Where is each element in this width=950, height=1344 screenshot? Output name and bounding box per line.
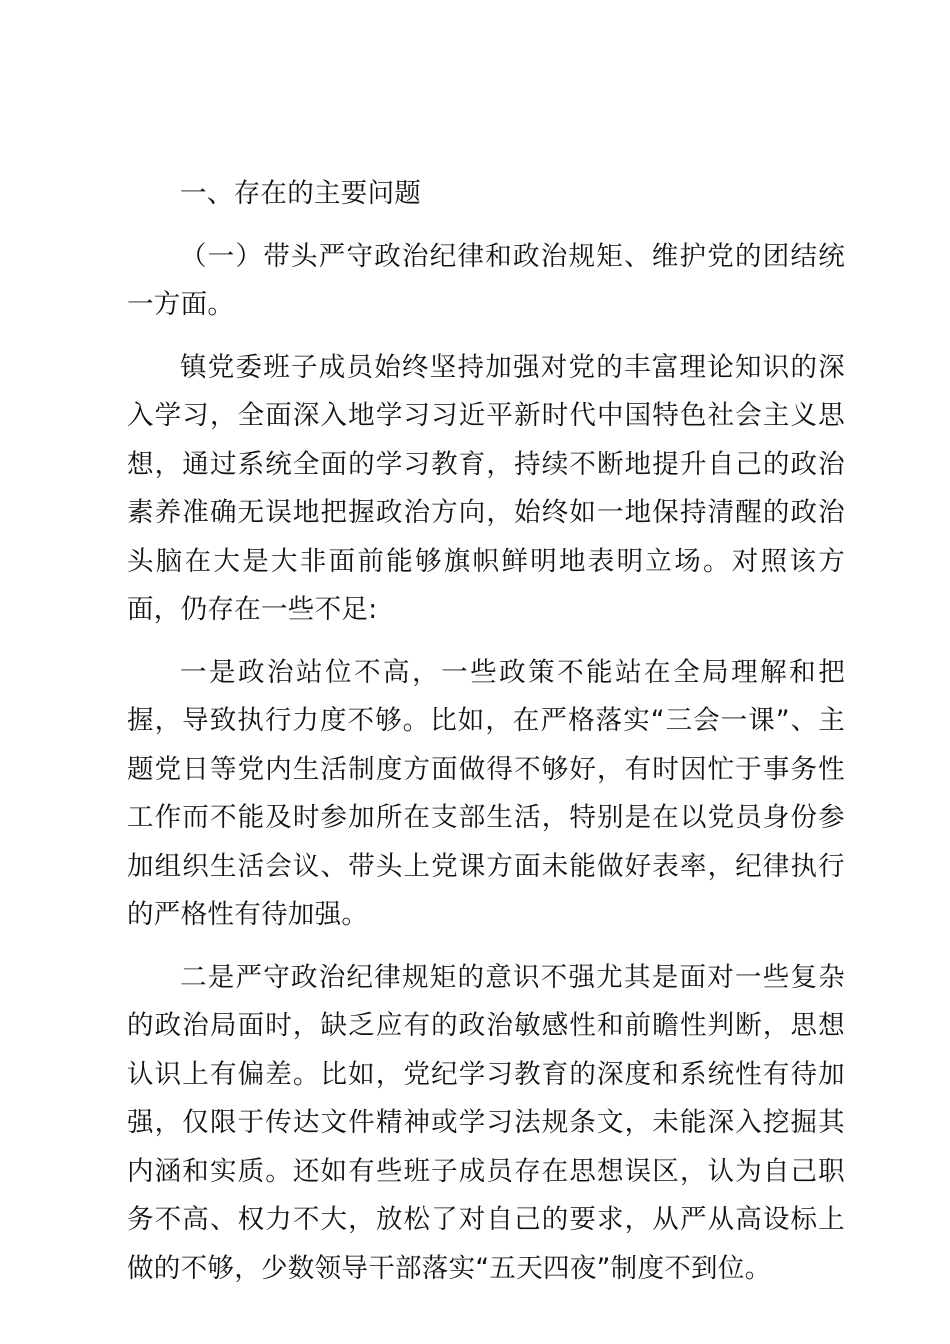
paragraph-issue-one: 一是政治站位不高，一些政策不能站在全局理解和把握，导致执行力度不够。比如，在严格落实“三会一课”、主题党日等党内生活制度方面做得不够好，有时因忙于事务性工作而不能及时参加所在支部生活，特别是在以党员身份参加组织生活会议、带头上党课方面未能做好表率，纪律执行的严格性有待加强。: [127, 656, 845, 930]
section-heading: 一、存在的主要问题: [180, 178, 422, 209]
paragraph-intro: 镇党委班子成员始终坚持加强对党的丰富理论知识的深入学习，全面深入地学习习近平新时代中国特色社会主义思想，通过系统全面的学习教育，持续不断地提升自己的政治素养准确无误地把握政治方向，始终如一地保持清醒的政治头脑在大是大非面前能够旗帜鲜明地表明立场。对照该方面，仍存在一些不足:: [127, 351, 845, 625]
document-body: [127, 170, 845, 1307]
paragraph-issue-two: 二是严守政治纪律规矩的意识不强尤其是面对一些复杂的政治局面时，缺乏应有的政治敏感性和前瞻性判断，思想认识上有偏差。比如，党纪学习教育的深度和系统性有待加强，仅限于传达文件精神或学习法规条文，未能深入挖掘其内涵和实质。还如有些班子成员存在思想误区，认为自己职务不高、权力不大，放松了对自己的要求，从严从高设标上做的不够，少数领导干部落实“五天四夜”制度不到位。: [127, 961, 845, 1284]
subsection-heading: （一）带头严守政治纪律和政治规矩、维护党的团结统一方面。: [127, 240, 845, 320]
